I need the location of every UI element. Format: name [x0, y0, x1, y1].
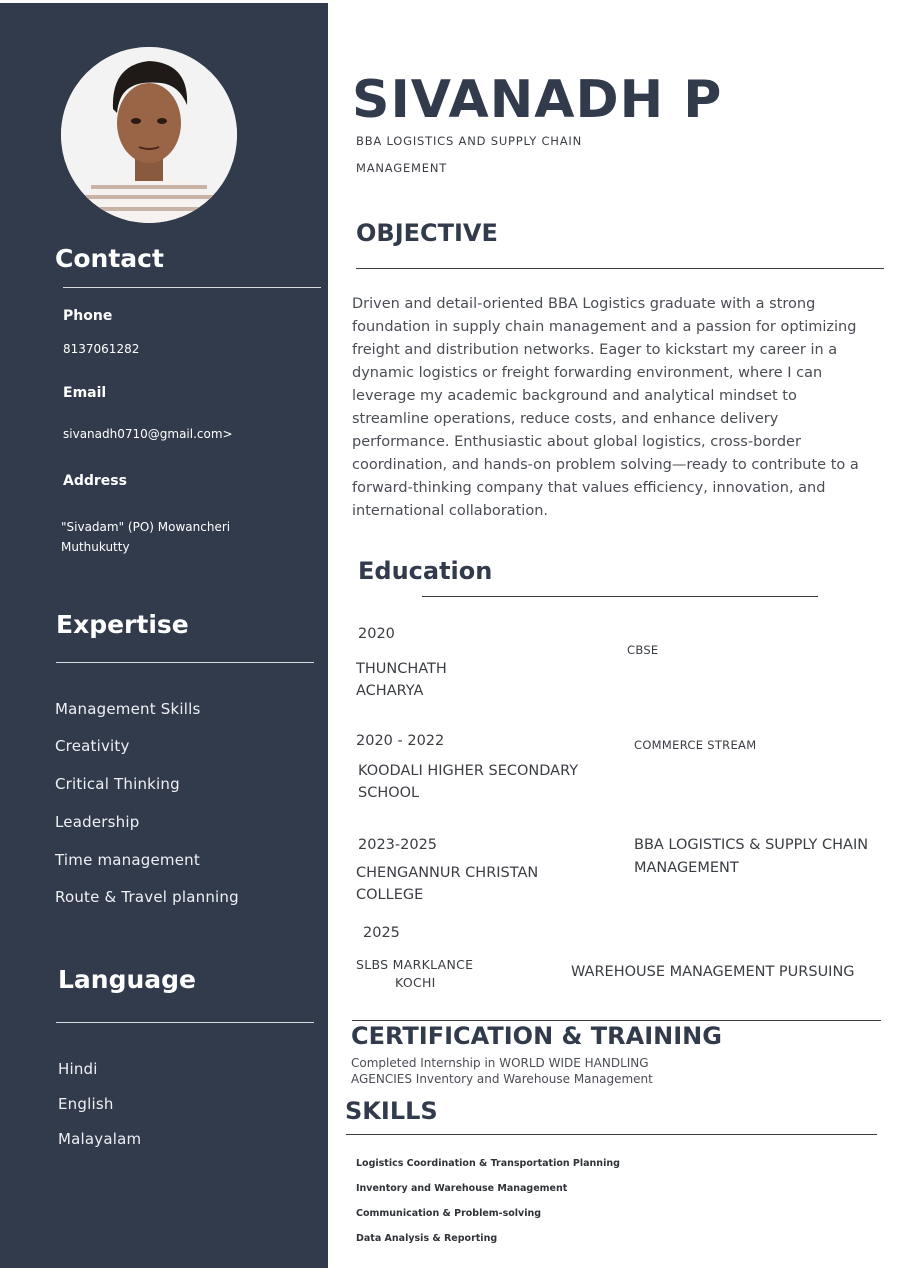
education-school: SLBS MARKLANCE: [356, 957, 474, 972]
skill-item: Data Analysis & Reporting: [356, 1233, 498, 1244]
candidate-title-line-2: MANAGEMENT: [356, 161, 448, 175]
objective-heading: OBJECTIVE: [356, 219, 498, 247]
education-year: 2020 - 2022: [356, 733, 445, 749]
objective-text: [352, 293, 892, 523]
skills-divider: [346, 1134, 877, 1135]
sidebar: [0, 3, 328, 1268]
education-year: 2020: [358, 626, 395, 642]
education-divider: [422, 596, 818, 597]
language-item: Malayalam: [58, 1130, 142, 1148]
expertise-item: Leadership: [55, 813, 140, 831]
language-divider: [56, 1022, 314, 1023]
objective-line: Driven and detail-oriented BBA Logistics graduate with a strong: [352, 296, 816, 312]
expertise-item: Time management: [55, 851, 200, 869]
education-school: COLLEGE: [356, 887, 424, 903]
education-school: ACHARYA: [356, 683, 424, 699]
education-detail: BBA LOGISTICS & SUPPLY CHAIN: [634, 837, 869, 853]
education-school: KOCHI: [395, 975, 436, 990]
education-school: CHENGANNUR CHRISTAN: [356, 865, 539, 881]
objective-line: freight and distribution networks. Eager to kickstart my career in a: [352, 342, 838, 358]
education-detail: COMMERCE STREAM: [634, 738, 757, 752]
education-school: KOODALI HIGHER SECONDARY: [358, 763, 579, 779]
objective-divider: [356, 268, 884, 269]
education-detail: MANAGEMENT: [634, 860, 739, 876]
contact-divider: [63, 287, 321, 288]
candidate-title-line-1: BBA LOGISTICS AND SUPPLY CHAIN: [356, 134, 583, 148]
expertise-item: Critical Thinking: [55, 775, 180, 793]
email-label: Email: [63, 385, 107, 401]
address-label: Address: [63, 473, 127, 489]
objective-line: forward-thinking company that values efficiency, innovation, and: [352, 480, 826, 496]
skills-heading: SKILLS: [345, 1097, 438, 1125]
expertise-item: Management Skills: [55, 700, 201, 718]
address-line-1: "Sivadam" (PO) Mowancheri: [61, 520, 231, 534]
certification-top-divider: [352, 1020, 881, 1021]
education-school: SCHOOL: [358, 785, 420, 801]
expertise-divider: [56, 662, 314, 663]
education-heading: Education: [358, 557, 493, 585]
objective-line: coordination, and hands-on problem solving—ready to contribute to a: [352, 457, 859, 473]
contact-heading: Contact: [55, 244, 164, 273]
education-school: THUNCHATH: [356, 661, 447, 677]
objective-line: foundation in supply chain management and a passion for optimizing: [352, 319, 857, 335]
education-detail: WAREHOUSE MANAGEMENT PURSUING: [571, 964, 855, 980]
objective-line: streamline operations, reduce costs, and enhance delivery: [352, 411, 779, 427]
certification-heading: CERTIFICATION & TRAINING: [351, 1022, 722, 1050]
expertise-item: Route & Travel planning: [55, 888, 239, 906]
phone-label: Phone: [63, 308, 113, 324]
email-value[interactable]: sivanadh0710@gmail.com>: [63, 427, 233, 441]
objective-line: dynamic logistics or freight forwarding environment, where I can: [352, 365, 823, 381]
language-heading: Language: [58, 965, 197, 994]
skill-item: Inventory and Warehouse Management: [356, 1183, 568, 1194]
certification-line-2: AGENCIES Inventory and Warehouse Management: [351, 1072, 653, 1086]
candidate-name: SIVANADH P: [352, 70, 723, 130]
phone-value[interactable]: 8137061282: [63, 342, 140, 356]
education-year: 2025: [363, 925, 400, 941]
objective-line: leverage my academic background and analytical mindset to: [352, 388, 797, 404]
education-detail: CBSE: [627, 643, 659, 657]
objective-line: performance. Enthusiastic about global logistics, cross-border: [352, 434, 801, 450]
certification-line-1: Completed Internship in WORLD WIDE HANDLING: [351, 1056, 649, 1070]
expertise-heading: Expertise: [56, 610, 189, 639]
education-year: 2023-2025: [358, 837, 438, 853]
skill-item: Logistics Coordination & Transportation Planning: [356, 1158, 620, 1169]
objective-line: international collaboration.: [352, 503, 548, 519]
language-item: Hindi: [58, 1060, 98, 1078]
address-line-2: Muthukutty: [61, 540, 130, 554]
language-item: English: [58, 1095, 114, 1113]
skill-item: Communication & Problem-solving: [356, 1208, 542, 1219]
profile-photo: [61, 47, 237, 223]
expertise-item: Creativity: [55, 737, 130, 755]
